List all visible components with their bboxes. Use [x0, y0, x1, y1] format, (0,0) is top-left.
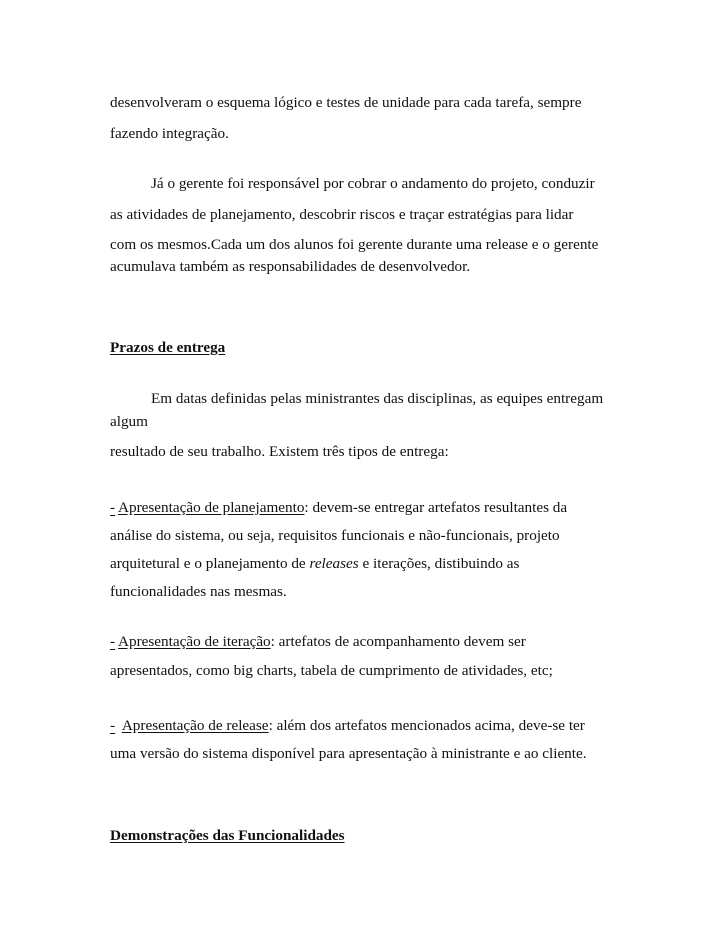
item-dash: -	[110, 717, 116, 734]
item-planejamento-line-4: funcionalidades nas mesmas.	[110, 583, 287, 600]
section-heading-prazos: Prazos de entrega	[110, 339, 226, 356]
item-release-line-1	[110, 717, 585, 735]
item-planejamento-line-1	[110, 499, 567, 517]
item-planejamento-line-1-rest: : devem-se entregar artefatos resultantes da	[304, 499, 568, 516]
item-release-line-2: uma versão do sistema disponível para apresentação à ministrante e ao cliente.	[110, 745, 587, 762]
section-heading-demonstracoes: Demonstrações das Funcionalidades	[110, 827, 345, 844]
paragraph-2-line-4: acumulava também as responsabilidades de desenvolvedor.	[110, 258, 471, 275]
item-iteracao-line-1	[110, 633, 526, 651]
paragraph-1-line-1: desenvolveram o esquema lógico e testes de unidade para cada tarefa, sempre	[110, 94, 582, 111]
paragraph-1-line-2: fazendo integração.	[110, 125, 229, 142]
paragraph-2-line-3: com os mesmos.Cada um dos alunos foi gerente durante uma release e o gerente	[110, 236, 599, 253]
prazos-intro-line-1: Em datas definidas pelas ministrantes das disciplinas, as equipes entregam	[151, 390, 604, 407]
item-iteracao-line-2: apresentados, como big charts, tabela de cumprimento de atividades, etc;	[110, 662, 553, 679]
item-iteracao-title: Apresentação de iteração	[118, 633, 271, 650]
prazos-intro-line-3: resultado de seu trabalho. Existem três tipos de entrega:	[110, 443, 449, 460]
item-planejamento-title: Apresentação de planejamento	[118, 499, 305, 516]
item-iteracao-line-1-rest: : artefatos de acompanhamento devem ser	[270, 633, 526, 650]
prazos-intro-line-2: algum	[110, 413, 148, 430]
item-planejamento-line-2: análise do sistema, ou seja, requisitos funcionais e não-funcionais, projeto	[110, 527, 560, 544]
item-release-line-1-rest: : além dos artefatos mencionados acima, deve-se ter	[268, 717, 585, 734]
paragraph-2-line-2: as atividades de planejamento, descobrir riscos e traçar estratégias para lidar	[110, 206, 574, 223]
paragraph-2-line-1: Já o gerente foi responsável por cobrar o andamento do projeto, conduzir	[151, 175, 595, 192]
releases-italic: releases	[309, 555, 359, 572]
item-planejamento-line-3-after: e iterações, distibuindo as	[358, 555, 520, 572]
item-dash: -	[110, 633, 116, 650]
item-dash: -	[110, 499, 116, 516]
item-planejamento-line-3	[110, 555, 519, 573]
item-release-title: Apresentação de release	[121, 717, 269, 734]
item-planejamento-line-3-before: arquitetural e o planejamento de	[110, 555, 310, 572]
